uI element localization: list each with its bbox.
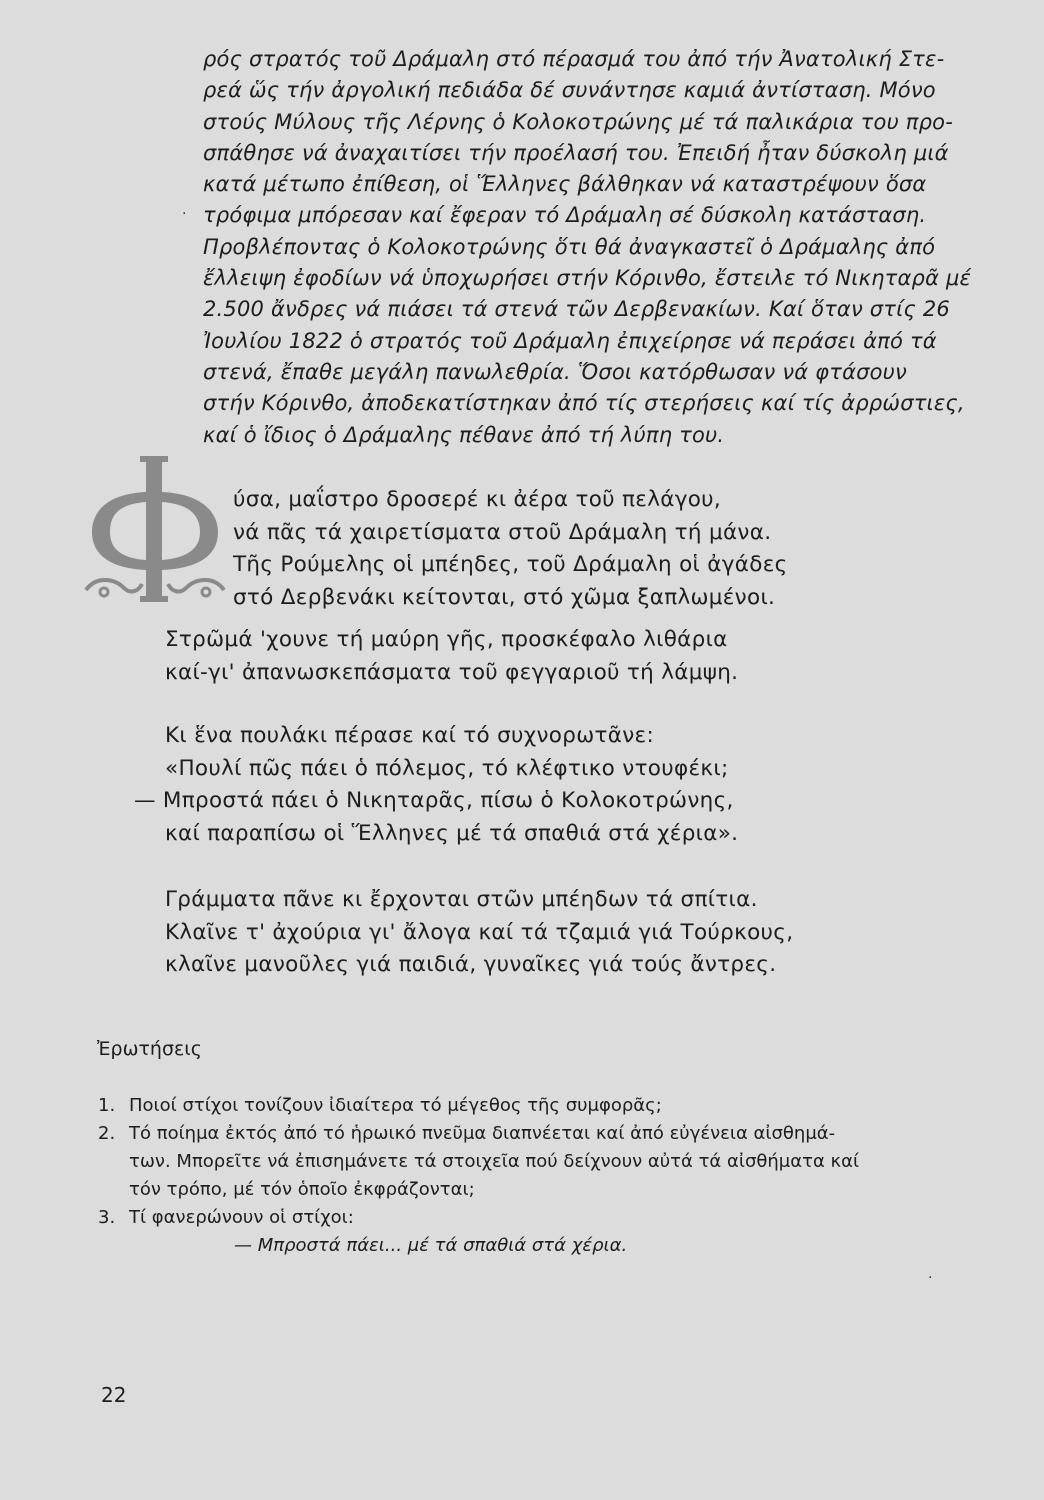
poem-line: Στρῶμά 'χουνε τή μαύρη γῆς, προσκέφαλο λιθάρια [165, 627, 728, 652]
poem-line: — Μπροστά πάει ὁ Νικηταρᾶς, πίσω ὁ Κολοκοτρώνης, [134, 788, 734, 813]
poem-line: καί-γι' ἀπανωσκεπάσματα τοῦ φεγγαριοῦ τή λάμψη. [165, 659, 739, 685]
poem-stanza-1 [233, 484, 788, 614]
poem-line: «Πουλί πῶς πάει ὁ πόλεμος, τό κλέφτικο ντουφέκι; [165, 755, 729, 781]
question-item [98, 1092, 978, 1120]
poem-line: Τῆς Ρούμελης οἱ μπέηδες, τοῦ Δράμαλη οἱ ἀγάδες [233, 552, 788, 577]
intro-line: 2.500 ἄνδρες νά πιάσει τά στενά τῶν Δερβενακίων. Καί ὅταν στίς 26 [203, 297, 950, 322]
decorative-initial-phi [84, 452, 230, 612]
intro-line: στενά, ἔπαθε μεγάλη πανωλεθρία. Ὅσοι κατόρθωσαν νά φτάσουν [203, 359, 907, 384]
question-quote: — Μπροστά πάει... μέ τά σπαθιά στά χέρια. [234, 1235, 628, 1256]
intro-line: σπάθησε νά ἀναχαιτίσει τήν προέλασή του. Ἐπειδή ἦταν δύσκολη μιά [203, 140, 949, 165]
poem-line: Κλαῖνε τ' ἀχούρια γι' ἄλογα καί τά τζαμιά γιά Τούρκους, [165, 919, 794, 945]
ornamental-phi-icon [84, 452, 230, 612]
poem-stanza-3 [165, 884, 793, 982]
intro-line: ρεά ὥς τήν ἀργολική πεδιάδα δέ συνάντησε καμιά ἀντίσταση. Μόνο [203, 78, 936, 103]
intro-line: ρός στρατός τοῦ Δράμαλη στό πέρασμά του ἀπό τήν Ἀνατολική Στε- [203, 47, 945, 71]
scan-speck: · [182, 206, 187, 222]
questions-list [98, 1092, 978, 1260]
question-number: 1. [98, 1095, 116, 1116]
intro-line: ἔλλειψη ἐφοδίων νά ὑποχωρήσει στήν Κόρινθο, ἔστειλε τό Νικηταρᾶ μέ [203, 266, 972, 291]
question-text: των. Μπορεῖτε νά ἐπισημάνετε τά στοιχεῖα πού δείχνουν αὐτά τά αἰσθήματα καί [129, 1151, 860, 1172]
page-number: 22 [101, 1383, 127, 1407]
intro-line: Προβλέποντας ὁ Κολοκοτρώνης ὅτι θά ἀναγκαστεῖ ὁ Δράμαλης ἀπό [203, 234, 936, 259]
intro-paragraph [203, 44, 972, 451]
question-text: τόν τρόπο, μέ τόν ὁποῖο ἐκφράζονται; [129, 1179, 475, 1200]
intro-line: τρόφιμα μπόρεσαν καί ἔφεραν τό Δράμαλη σέ δύσκολη κατάσταση. [203, 203, 927, 228]
poem-line: Κι ἕνα πουλάκι πέρασε καί τό συχνορωτᾶνε: [165, 723, 655, 748]
question-item [98, 1120, 978, 1204]
intro-line: καί ὁ ἴδιος ὁ Δράμαλης πέθανε ἀπό τή λύπη του. [203, 422, 725, 447]
poem-line: ύσα, μαΐστρο δροσερέ κι ἀέρα τοῦ πελάγου, [233, 487, 722, 512]
intro-line: κατά μέτωπο ἐπίθεση, οἱ Ἕλληνες βάλθηκαν νά καταστρέψουν ὅσα [203, 172, 927, 197]
poem-line: Γράμματα πᾶνε κι ἔρχονται στῶν μπέηδων τά σπίτια. [165, 887, 758, 912]
question-item [98, 1204, 978, 1260]
intro-line: στούς Μύλους τῆς Λέρνης ὁ Κολοκοτρώνης μέ τά παλικάρια του προ- [203, 109, 953, 134]
poem-line: νά πᾶς τά χαιρετίσματα στοῦ Δράμαλη τή μάνα. [233, 519, 772, 545]
question-text: Τό ποίημα ἐκτός ἀπό τό ἡρωικό πνεῦμα διαπνέεται καί ἀπό εὐγένεια αἰσθημά- [129, 1123, 836, 1144]
intro-line: Ἰουλίου 1822 ὁ στρατός τοῦ Δράμαλη ἐπιχείρησε νά περάσει ἀπό τά [203, 328, 937, 353]
poem-line: καί παραπίσω οἱ Ἕλληνες μέ τά σπαθιά στά χέρια». [165, 820, 739, 846]
poem-line: στό Δερβενάκι κείτονται, στό χῶμα ξαπλωμένοι. [233, 584, 776, 610]
question-text: Ποιοί στίχοι τονίζουν ἰδιαίτερα τό μέγεθος τῆς συμφορᾶς; [129, 1095, 662, 1116]
poem-stanza-2 [134, 720, 739, 850]
poem-line: κλαῖνε μανοῦλες γιά παιδιά, γυναῖκες γιά τούς ἄντρες. [165, 952, 777, 977]
question-number: 2. [98, 1123, 116, 1144]
scan-speck: · [928, 1270, 933, 1286]
intro-line: στήν Κόρινθο, ἀποδεκατίστηκαν ἀπό τίς στερήσεις καί τίς ἀρρώστιες, [203, 391, 965, 416]
question-text: Τί φανερώνουν οἱ στίχοι: [129, 1207, 354, 1228]
question-number: 3. [98, 1207, 116, 1228]
poem-stanza-1-continued [165, 624, 738, 689]
questions-heading: Ἐρωτήσεις [97, 1038, 202, 1060]
